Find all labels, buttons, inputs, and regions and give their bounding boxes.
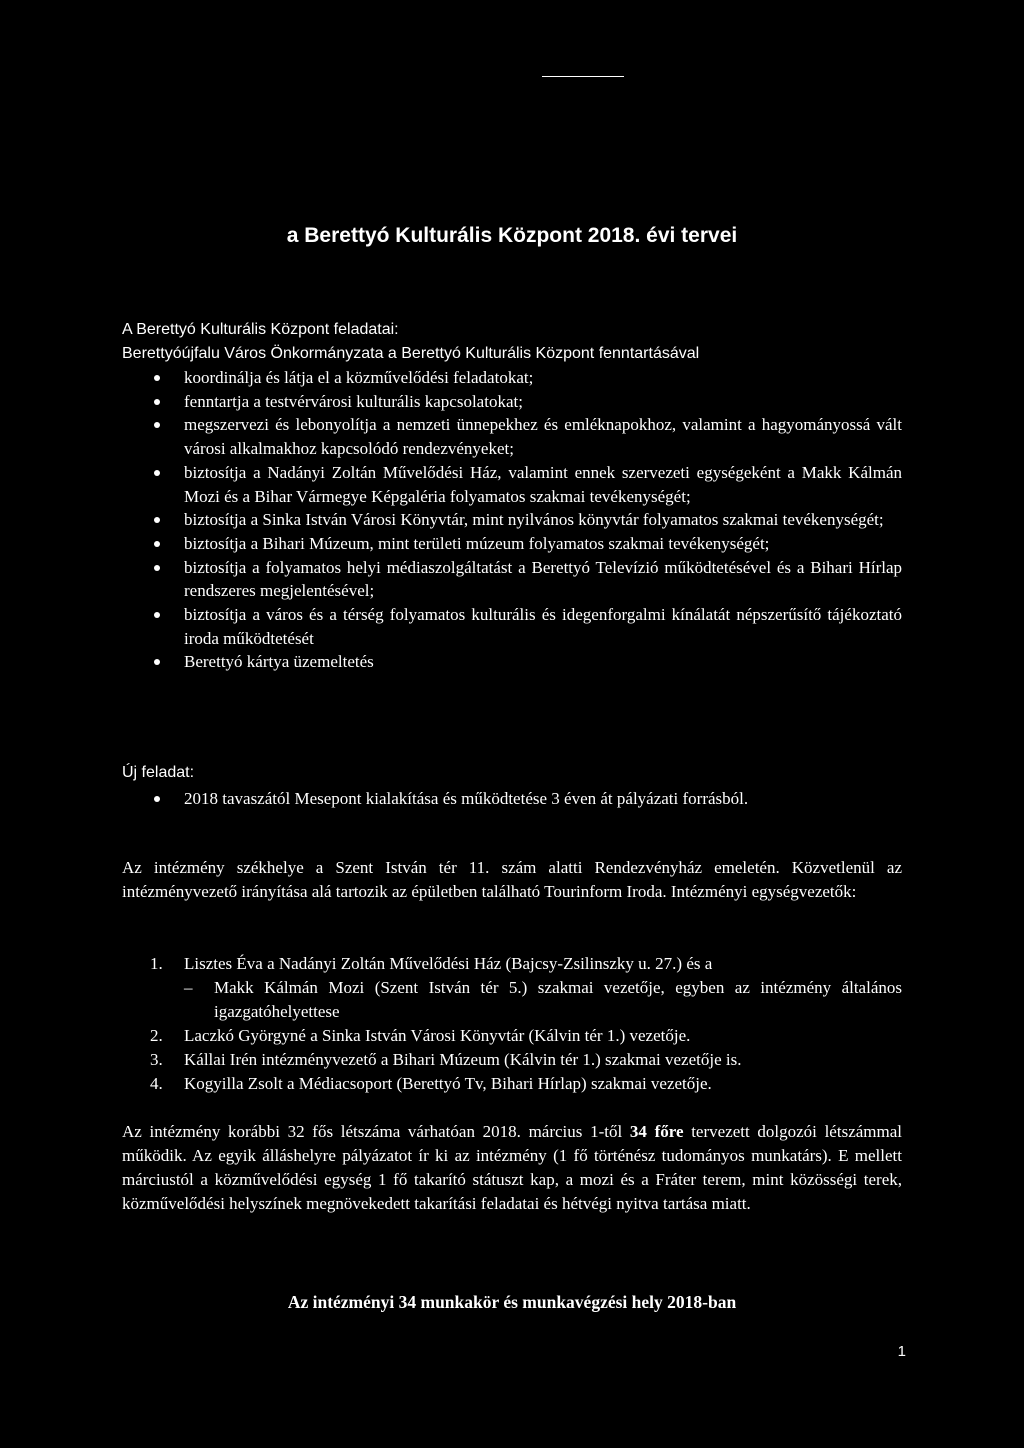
page-number: 1 bbox=[897, 1343, 906, 1360]
bullet-icon bbox=[154, 517, 160, 523]
new-task-list bbox=[122, 787, 902, 811]
bullet-icon bbox=[154, 541, 160, 547]
list-item: biztosítja a város és a térség folyamatos kulturális és idegenforgalmi kínálatát népszerűsítő tájékoztató iroda működtetését bbox=[122, 603, 902, 650]
tasks-section bbox=[122, 318, 902, 674]
list-item: koordinálja és látja el a közművelődési feladatokat; bbox=[122, 366, 902, 390]
bullet-icon bbox=[154, 375, 160, 381]
header-rule bbox=[542, 76, 624, 77]
new-task-section bbox=[122, 761, 902, 811]
bullet-icon bbox=[154, 470, 160, 476]
list-item: 2. Laczkó Györgyné a Sinka István Városi Könyvtár (Kálvin tér 1.) vezetője. bbox=[150, 1026, 691, 1045]
bullet-icon bbox=[154, 659, 160, 665]
list-item: megszervezi és lebonyolítja a nemzeti ünnepekhez és emléknapokhoz, valamint a hagyományossá vált városi alkalmakhoz kapcsolódó rendezvényeket; bbox=[122, 413, 902, 460]
section-heading: Az intézményi 34 munkakör és munkavégzési hely 2018-ban bbox=[287, 1292, 737, 1312]
seat-paragraph: Az intézmény székhelye a Szent István tér 11. szám alatti Rendezvényház emeletén. Közvetlenül az intézményvezető irányítása alá tartozik az épületben található Tourinform Iroda. Intézményi egységvezetők: bbox=[122, 858, 902, 901]
staff-count: 34 főre bbox=[629, 1122, 684, 1141]
list-item: 1. Lisztes Éva a Nadányi Zoltán Művelődési Ház (Bajcsy-Zsilinszky u. 27.) és a bbox=[150, 954, 713, 973]
list-item: 3. Kállai Irén intézményvezető a Bihari Múzeum (Kálvin tér 1.) szakmai vezetője is. bbox=[150, 1050, 742, 1069]
list-item: fenntartja a testvérvárosi kulturális kapcsolatokat; bbox=[122, 390, 902, 414]
bullet-icon bbox=[154, 796, 160, 802]
list-item: Berettyó kártya üzemeltetés bbox=[122, 650, 902, 674]
list-item: biztosítja a Sinka István Városi Könyvtár, mint nyilvános könyvtár folyamatos szakmai tevékenységét; bbox=[122, 508, 902, 532]
staff-paragraph: Az intézmény korábbi 32 fős létszáma várhatóan 2018. március 1-től 34 főre tervezett dolgozói létszámmal működik. Az egyik álláshelyre pályázatot ír ki az intézmény (1 fő történész tudományos munkatárs). E mellett márciustól a közművelődési egység 1 fő takarító státuszt kap, a mozi és a Fráter terem, mint közösségi terek, közművelődési helyszínek megnövekedett takarítási feladatai és hétvégi nyitva tartása miatt. bbox=[122, 1122, 902, 1213]
new-task-heading: Új feladat: bbox=[122, 764, 195, 781]
list-item: 4. Kogyilla Zsolt a Médiacsoport (Berettyó Tv, Bihari Hírlap) szakmai vezetője. bbox=[150, 1074, 712, 1093]
list-item: biztosítja a folyamatos helyi médiaszolgáltatást a Berettyó Televízió működtetésével és a Bihari Hírlap rendszeres megjelentésével; bbox=[122, 556, 902, 603]
list-item: biztosítja a Bihari Múzeum, mint területi múzeum folyamatos szakmai tevékenységét; bbox=[122, 532, 902, 556]
list-item bbox=[122, 976, 902, 1024]
leader-sub-item: – Makk Kálmán Mozi (Szent István tér 5.) szakmai vezetője, egyben az intézmény általános igazgatóhelyettese bbox=[184, 978, 902, 1021]
tasks-heading: A Berettyó Kulturális Központ feladatai: bbox=[122, 321, 399, 338]
task-list bbox=[122, 366, 902, 674]
list-item: biztosítja a Nadányi Zoltán Művelődési Ház, valamint ennek szervezeti egységeként a Makk Kálmán Mozi és a Bihar Vármegye Képgaléria folyamatos szakmai tevékenységét; bbox=[122, 461, 902, 508]
list-item: 2018 tavaszától Mesepont kialakítása és működtetése 3 éven át pályázati forrásból. bbox=[122, 787, 902, 811]
tasks-lead: Berettyóújfalu Város Önkormányzata a Berettyó Kulturális Központ fenntartásával bbox=[122, 345, 700, 362]
bullet-icon bbox=[154, 422, 160, 428]
document-title: a Berettyó Kulturális Központ 2018. évi tervei bbox=[286, 224, 738, 247]
bullet-icon bbox=[154, 565, 160, 571]
leaders-section bbox=[122, 952, 902, 1096]
bullet-icon bbox=[154, 399, 160, 405]
leaders-list bbox=[122, 952, 902, 1096]
bullet-icon bbox=[154, 612, 160, 618]
